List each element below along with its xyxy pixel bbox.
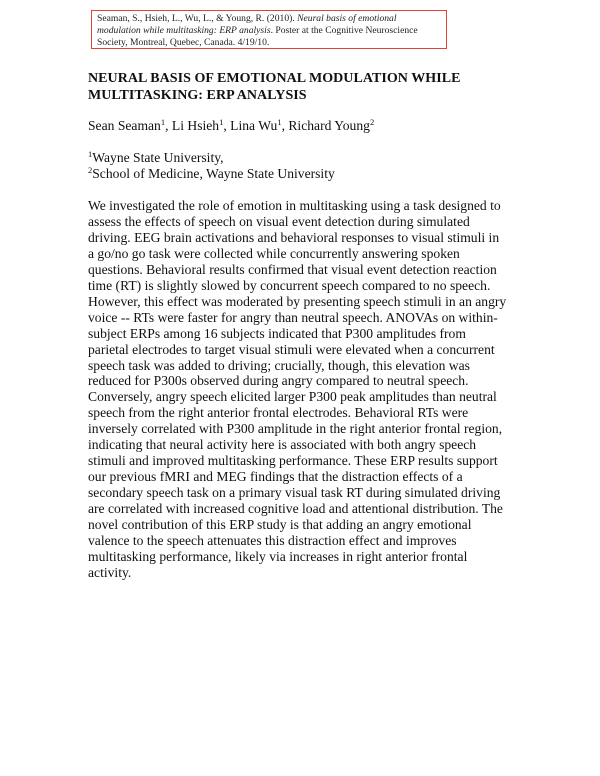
abstract-line: a go/no go task were collected while concurrently answering spoken: [88, 245, 460, 261]
paper-title: [88, 70, 528, 104]
abstract-paragraph: [88, 198, 522, 581]
author-affiliation-mark: 1: [277, 117, 282, 127]
affiliation-item: [88, 150, 528, 166]
abstract-line: speech from the right anterior frontal electrodes. Behavioral RTs were: [88, 405, 469, 421]
author-affiliation-mark: 1: [219, 117, 224, 127]
author-separator: ,: [281, 118, 289, 133]
abstract-line: voice -- RTs were faster for angry than neutral speech. ANOVAs on within-: [88, 309, 498, 325]
author-name: Li Hsieh: [171, 118, 220, 133]
abstract-line: Conversely, angry speech elicited larger P300 peak amplitudes than neutral: [88, 389, 497, 405]
affiliation-list: [88, 150, 528, 182]
citation-title: Neural basis of emotional modulation while multitasking: ERP analysis: [97, 13, 397, 37]
abstract-line: time (RT) is slightly slowed by concurrent speech compared to no speech.: [88, 277, 491, 293]
abstract-line: activity.: [88, 564, 132, 580]
author-separator: ,: [223, 118, 231, 133]
abstract-line: are correlated with increased cognitive load and attentional distribution. The: [88, 501, 503, 517]
citation-venue: . Poster at the Cognitive Neuroscience Society, Montreal, Quebec, Canada. 4/19/10.: [97, 25, 418, 49]
citation-authors: Seaman, S., Hsieh, L., Wu, L., & Young, R. (2010).: [97, 13, 298, 24]
abstract-line: questions. Behavioral results confirmed that visual event detection reaction: [88, 261, 497, 277]
author-name: Lina Wu: [230, 118, 278, 133]
author-name: Richard Young: [288, 118, 370, 133]
affiliation-name: Wayne State University,: [92, 150, 224, 165]
abstract-line: indicating that neural activity here is associated with both angry speech: [88, 437, 477, 453]
affiliation-mark: 2: [88, 165, 93, 175]
citation-box: [91, 10, 447, 49]
abstract-line: multitasking performance, likely via increases in right anterior frontal: [88, 548, 468, 564]
abstract-line: subject ERPs among 16 subjects indicated that P300 amplitudes from: [88, 325, 466, 341]
affiliation-mark: 1: [88, 149, 93, 159]
abstract-line: valence to the speech attenuates this distraction effect and improves: [88, 533, 457, 549]
affiliation-name: School of Medicine, Wayne State University: [92, 166, 335, 181]
abstract-line: parietal electrodes to target visual stimuli were elevated when a concurrent: [88, 341, 495, 357]
author-name: Sean Seaman: [88, 118, 161, 133]
abstract-line: our previous fMRI and MEG findings that the distraction effects of a: [88, 469, 463, 485]
abstract-line: novel contribution of this ERP study is that adding an angry emotional: [88, 517, 472, 533]
author-list: [88, 118, 528, 134]
author-affiliation-mark: 2: [369, 117, 375, 127]
paper-title-line-2: MULTITASKING: ERP ANALYSIS: [88, 88, 307, 103]
affiliation-item: [88, 166, 528, 182]
abstract-line: inversely correlated with P300 amplitude in the right anterior frontal region,: [88, 421, 503, 437]
abstract-line: speech task was added to driving; crucially, though, this elevation was: [88, 357, 470, 373]
abstract-line: However, this effect was moderated by presenting speech stimuli in an angry: [88, 293, 507, 309]
abstract-line: reduced for P300s observed during angry compared to neutral speech.: [88, 373, 469, 389]
author-affiliation-mark: 1: [160, 117, 166, 127]
abstract-line: driving. EEG brain activations and behavioral responses to visual stimuli in: [88, 229, 500, 245]
author-separator: ,: [165, 118, 172, 133]
abstract-line: assess the effects of speech on visual event detection during simulated: [88, 213, 470, 229]
paper-title-line-1: NEURAL BASIS OF EMOTIONAL MODULATION WHILE: [88, 71, 461, 86]
abstract-line: We investigated the role of emotion in multitasking using a task designed to: [88, 198, 501, 213]
abstract-line: stimuli and improved multitasking performance. These ERP results support: [88, 453, 498, 469]
abstract-line: secondary speech task on a primary visual task RT during simulated driving: [88, 485, 501, 501]
